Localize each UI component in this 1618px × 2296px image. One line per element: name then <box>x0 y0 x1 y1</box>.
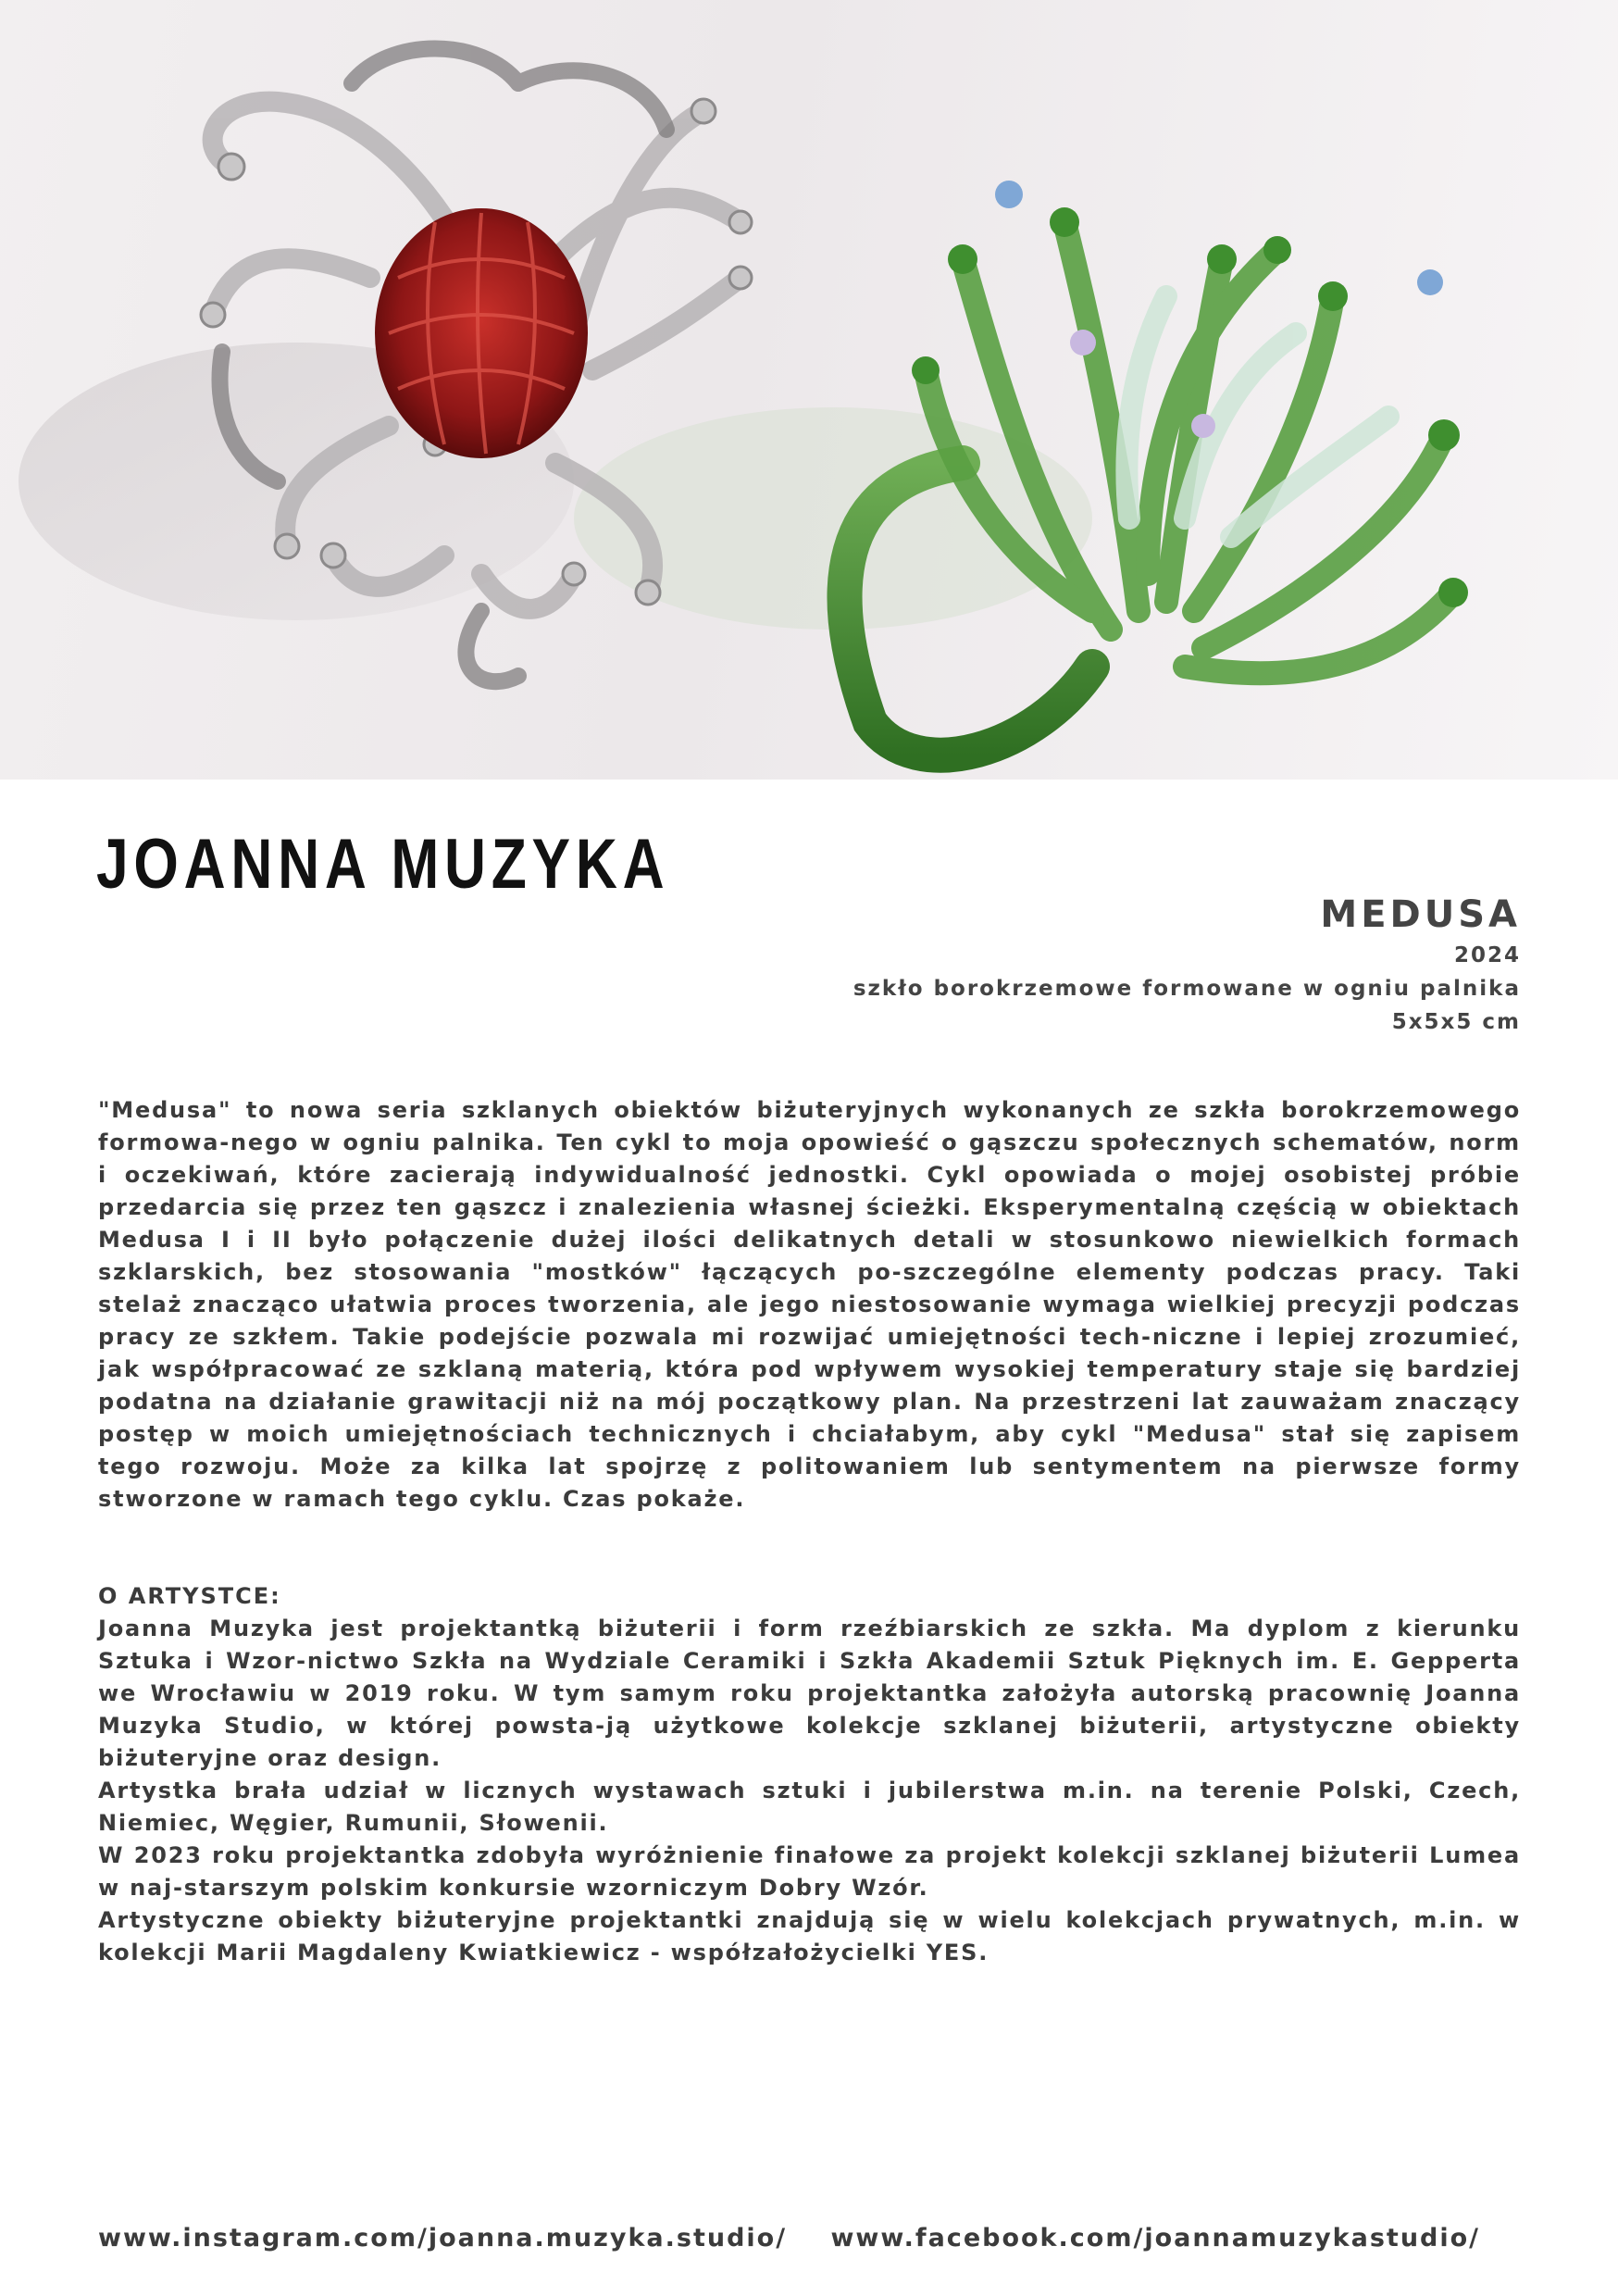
about-heading: O ARTYSTCE: <box>98 1583 281 1609</box>
work-title: MEDUSA <box>1320 893 1521 936</box>
green-glass-ring <box>845 181 1468 755</box>
about-paragraph: Joanna Muzyka jest projektantką biżuterii i form rzeźbiarskich ze szkła. Ma dyplom z kierunku Sztuka i Wzor-nictwo Szkła na Wydziale Ceramiki i Szkła Akademii Sztuk Pięknych im. E. Gepperta we Wrocławiu w 2019 roku. W tym samym roku projektantka założyła autorską pracownię Joanna Muzyka Studio, w której powsta-ją użytkowe kolekcje szklanej biżuterii, artystyczne obiekty biżuteryjne oraz design. <box>98 1616 1521 1771</box>
about-paragraph: Artystyczne obiekty biżuteryjne projektantki znajdują się w wielu kolekcjach prywatnych, m.in. w kolekcji Marii Magdaleny Kwiatkiewicz - współzałożycielki YES. <box>98 1907 1521 1965</box>
work-material: szkło borokrzemowe formowane w ogniu palnika <box>853 977 1521 1001</box>
work-dimensions: 5x5x5 cm <box>1391 1010 1521 1034</box>
red-glass-core <box>375 208 588 458</box>
work-info <box>688 891 1521 1039</box>
instagram-link[interactable]: www.instagram.com/joanna.muzyka.studio/ <box>98 2224 788 2252</box>
about-paragraph: W 2023 roku projektantka zdobyła wyróżnienie finałowe za projekt kolekcji szklanej biżuterii Lumea w naj-starszym polskim konkursie wzorniczym Dobry Wzór. <box>98 1842 1521 1901</box>
hero-photo <box>0 0 1618 780</box>
glass-rings-photo <box>0 0 1618 780</box>
social-links <box>98 2224 1480 2252</box>
about-section <box>98 1580 1521 1969</box>
artist-name: JOANNA MUZYKA <box>96 825 670 904</box>
work-year: 2024 <box>1453 943 1521 967</box>
work-description: "Medusa" to nowa seria szklanych obiektów biżuteryjnych wykonanych ze szkła borokrzemowego formowa-nego w ogniu palnika. Ten cykl to moja opowieść o gąszczu społecznych schematów, norm i oczekiwań, które zacierają indywidualność jednostki. Cykl opowiada o mojej osobistej próbie przedarcia się przez ten gąszcz i znalezienia własnej ścieżki. Eksperymentalną częścią w obiektach Medusa I i II było połączenie dużej ilości delikatnych detali w stosunkowo niewielkich formach szklarskich, bez stosowania "mostków" łączących po-szczególne elementy podczas pracy. Taki stelaż znacząco ułatwia proces tworzenia, ale jego niestosowanie wymaga wielkiej precyzji podczas pracy ze szkłem. Takie podejście pozwala mi rozwijać umiejętności tech-niczne i lepiej zrozumieć, jak współpracować ze szklaną materią, która pod wpływem wysokiej temperatury staje się bardziej podatna na działanie grawitacji niż na mój początkowy plan. Na przestrzeni lat zauważam znaczący postęp w moich umiejętnościach technicznych i chciałabym, aby cykl "Medusa" stał się zapisem tego rozwoju. Może za kilka lat spojrzę z politowaniem lub sentymentem na pierwsze formy stworzone w ramach tego cyklu. Czas pokaże. <box>98 1097 1521 1512</box>
facebook-link[interactable]: www.facebook.com/joannamuzykastudio/ <box>830 2224 1481 2252</box>
about-paragraph: Artystka brała udział w licznych wystawach sztuki i jubilerstwa m.in. na terenie Polski, Czech, Niemiec, Węgier, Rumunii, Słowenii. <box>98 1778 1521 1836</box>
